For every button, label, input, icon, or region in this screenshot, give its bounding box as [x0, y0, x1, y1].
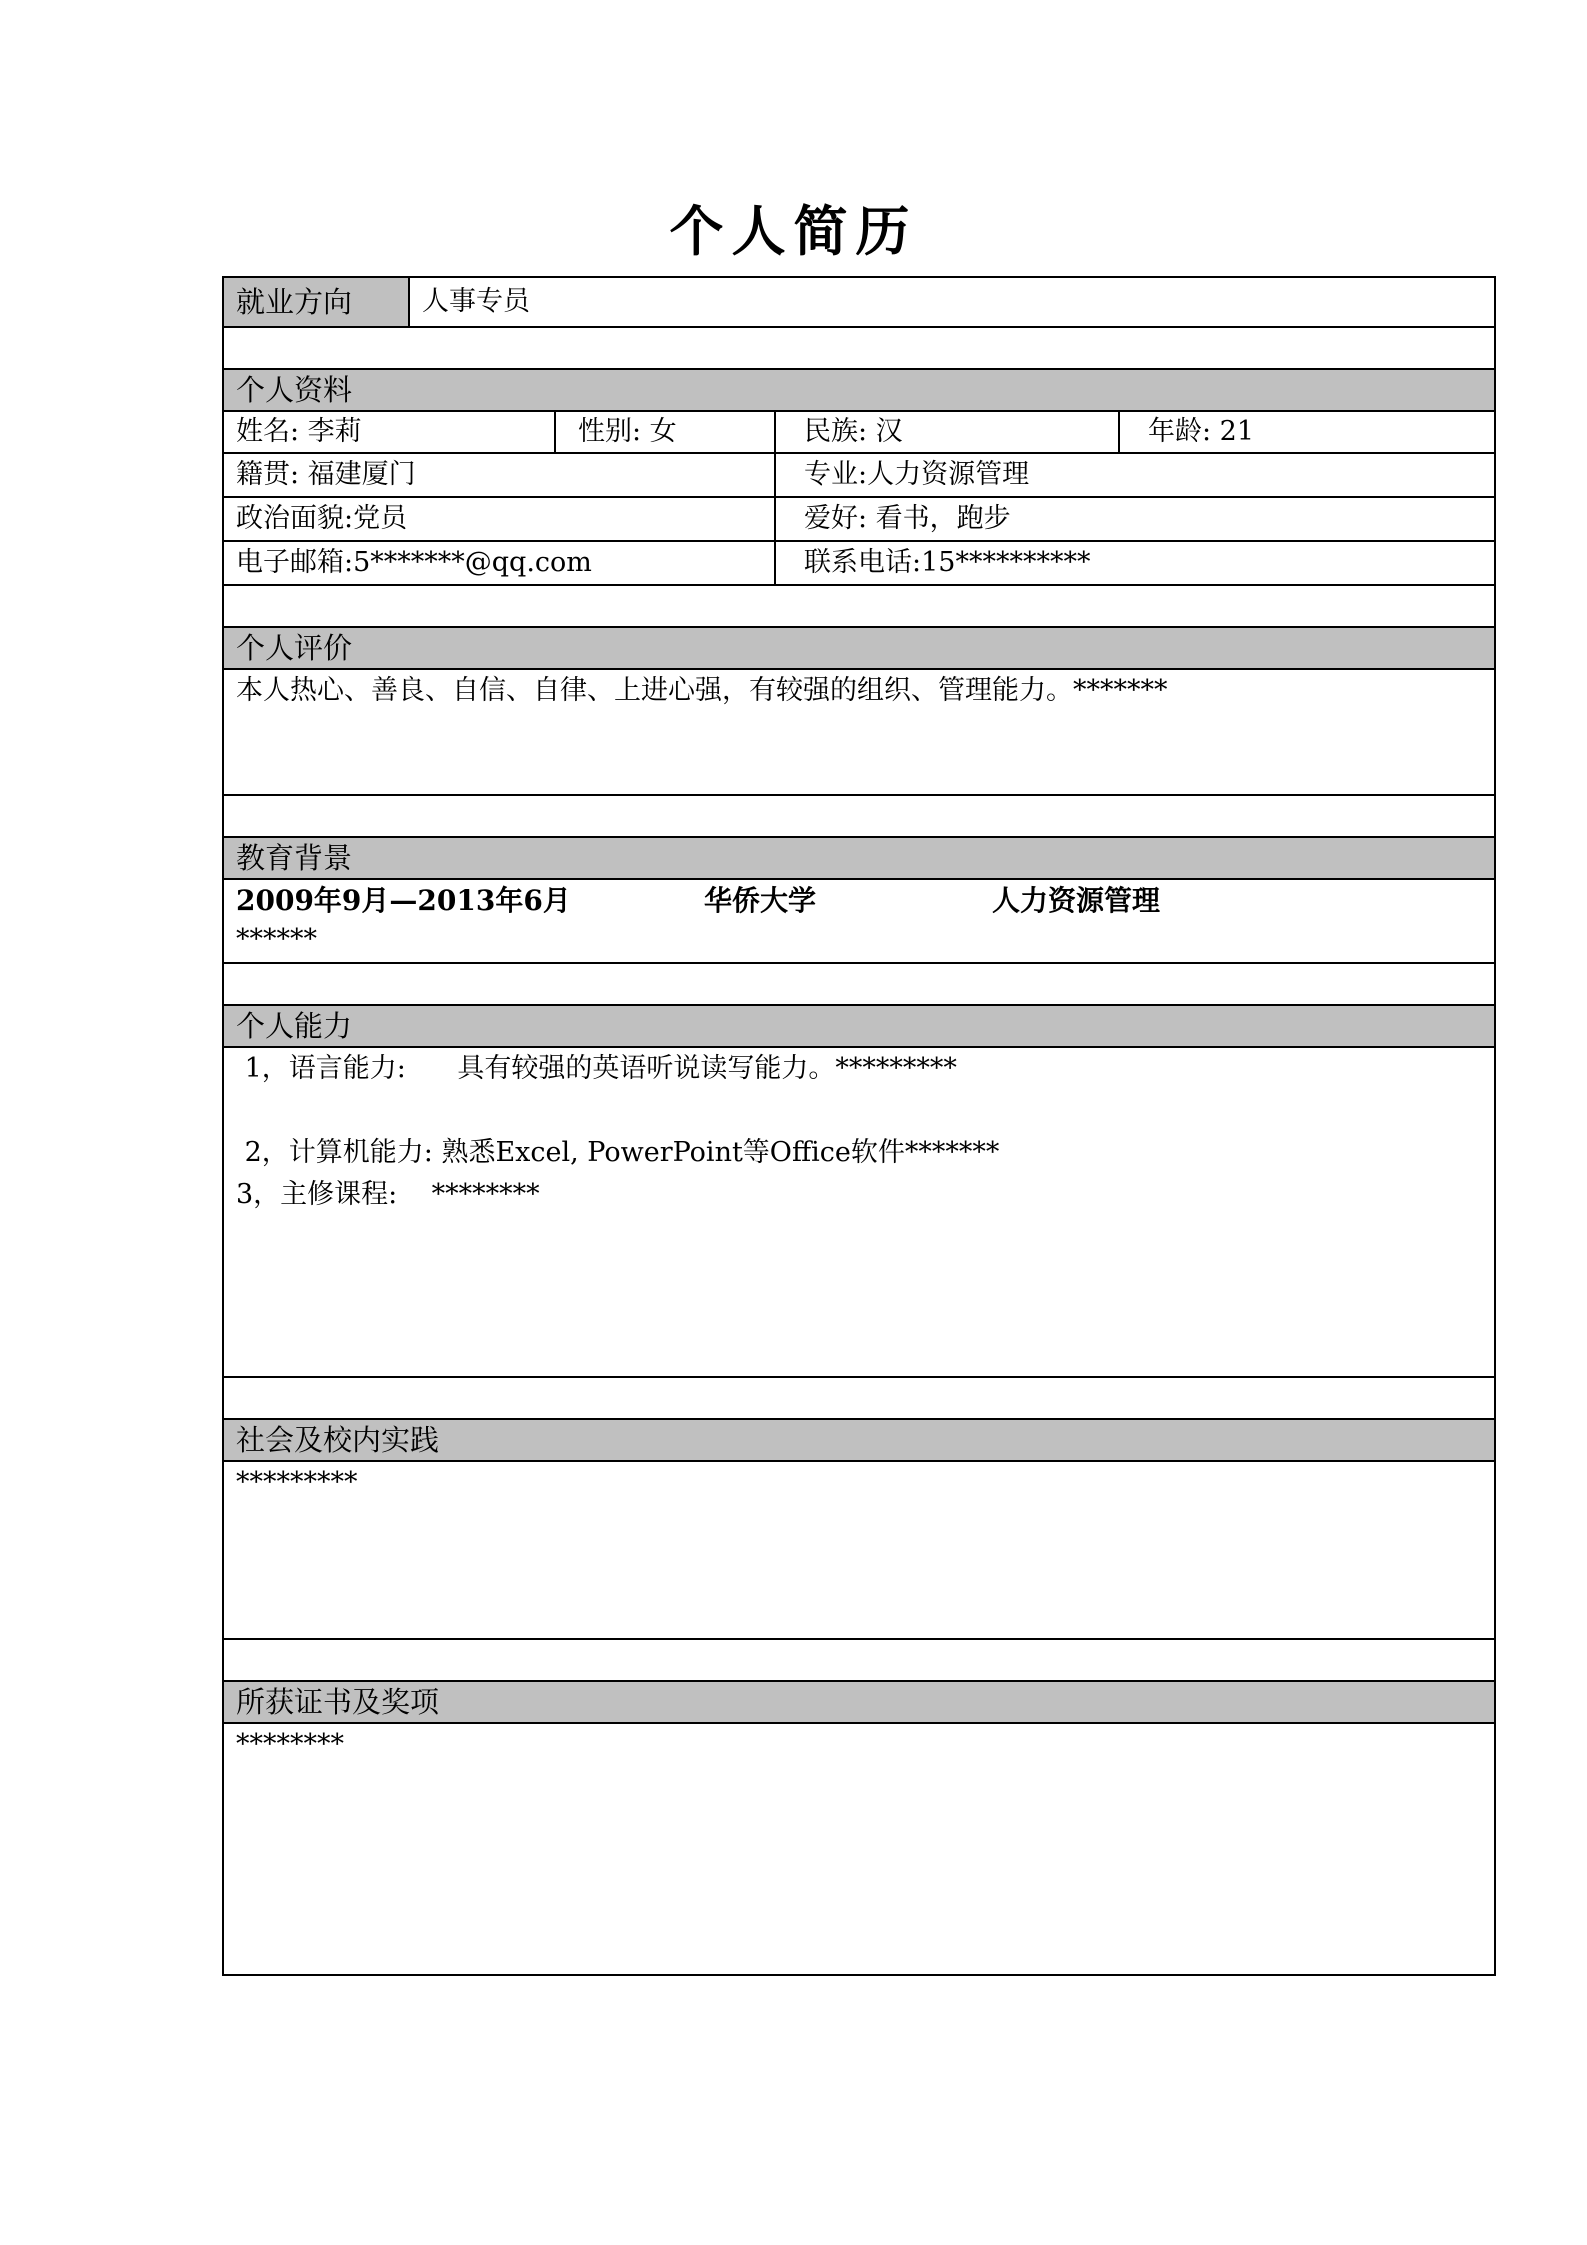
education-school: 华侨大学: [704, 884, 817, 917]
evaluation-section-header: 个人评价: [223, 627, 1495, 669]
abilities-section-header: 个人能力: [223, 1005, 1495, 1047]
spacer-row: [223, 327, 1495, 369]
ability-language: 1，语言能力: 具有较强的英语听说读写能力。*********: [236, 1053, 957, 1084]
direction-value: 人事专员: [409, 277, 1495, 327]
evaluation-header-row: [223, 627, 1495, 669]
age-field: 年龄: 21: [1148, 416, 1255, 447]
personal-row-3: [223, 497, 1495, 541]
name-field: 姓名: 李莉: [224, 412, 556, 452]
native-place-field: 籍贯: 福建厦门: [223, 453, 775, 497]
education-section-header: 教育背景: [223, 837, 1495, 879]
practice-content-row: [223, 1461, 1495, 1639]
evaluation-content-row: [223, 669, 1495, 795]
political-field: 政治面貌:党员: [223, 497, 775, 541]
practice-section-header: 社会及校内实践: [223, 1419, 1495, 1461]
education-header-row: [223, 837, 1495, 879]
ability-courses: 3，主修课程: ********: [236, 1179, 540, 1210]
abilities-content-row: [223, 1047, 1495, 1377]
personal-section-header: 个人资料: [223, 369, 1495, 411]
phone-field: 联系电话:15**********: [775, 541, 1495, 585]
spacer-row: [223, 585, 1495, 627]
spacer-row: [223, 1377, 1495, 1419]
resume-table: [222, 276, 1496, 1976]
hobbies-field: 爱好: 看书，跑步: [775, 497, 1495, 541]
abilities-header-row: [223, 1005, 1495, 1047]
education-content-row: [223, 879, 1495, 963]
direction-row: [223, 277, 1495, 327]
abilities-content: [223, 1047, 1495, 1377]
awards-text: ********: [223, 1723, 1495, 1975]
personal-row-2: [223, 453, 1495, 497]
page-title: 个人简历: [669, 199, 918, 263]
personal-header-row: [223, 369, 1495, 411]
major-field: 专业:人力资源管理: [775, 453, 1495, 497]
awards-content-row: [223, 1723, 1495, 1975]
ability-computer: 2，计算机能力: 熟悉Excel, PowerPoint等Office软件*******: [236, 1137, 1000, 1168]
spacer-row: [223, 1639, 1495, 1681]
education-period: 2009年9月—2013年6月: [236, 884, 571, 917]
email-field: 电子邮箱:5*******@qq.com: [223, 541, 775, 585]
awards-section-header: 所获证书及奖项: [223, 1681, 1495, 1723]
practice-header-row: [223, 1419, 1495, 1461]
direction-label: 就业方向: [223, 277, 409, 327]
gender-field: 性别: 女: [578, 416, 677, 447]
practice-text: *********: [223, 1461, 1495, 1639]
ethnicity-field: 民族: 汉: [776, 412, 1120, 452]
spacer-row: [223, 795, 1495, 837]
spacer-row: [223, 963, 1495, 1005]
personal-row-1: [223, 411, 1495, 453]
personal-row-4: [223, 541, 1495, 585]
education-line: [236, 880, 1494, 922]
evaluation-text: 本人热心、善良、自信、自律、上进心强，有较强的组织、管理能力。*******: [223, 669, 1495, 795]
education-content: [223, 879, 1495, 963]
awards-header-row: [223, 1681, 1495, 1723]
education-major: 人力资源管理: [992, 884, 1161, 917]
education-note: ******: [236, 924, 317, 955]
